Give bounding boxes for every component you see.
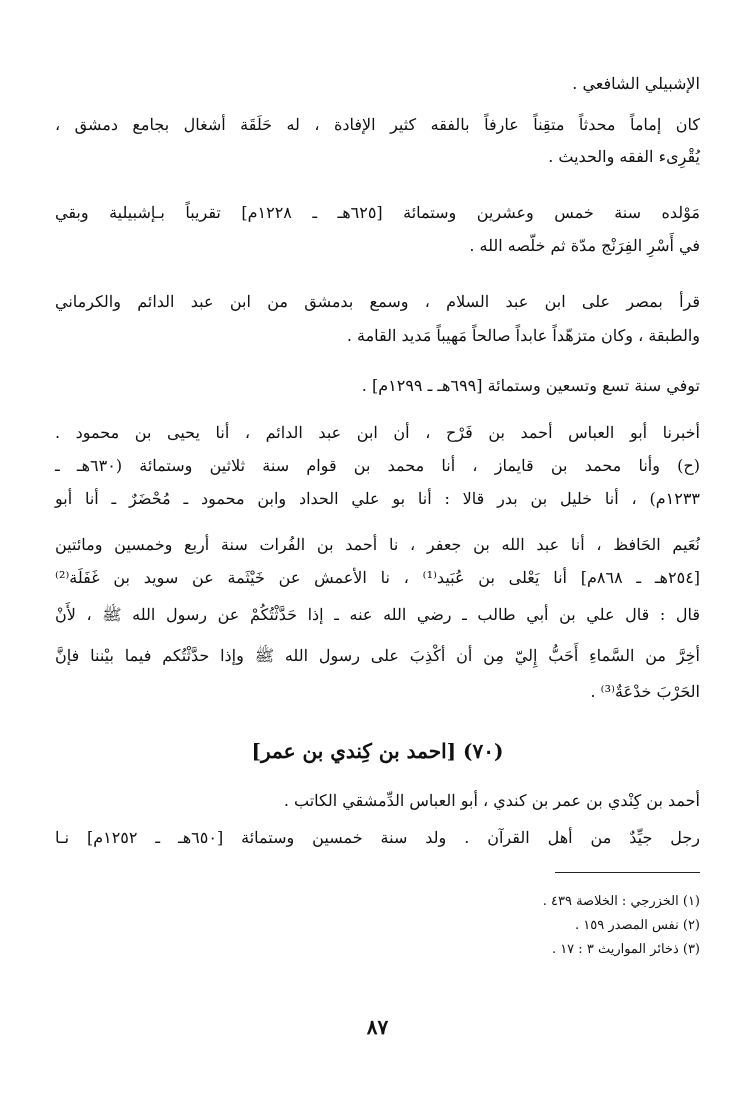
body-line-16: الحَرْبَ خدْعَةٌ⁽³⁾ . [590, 682, 700, 701]
body-line-6: قرأ بمصر على ابن عبد السلام ، وسمع بدمشق من ابن عبد الدائم والكرماني [55, 292, 700, 311]
footnote-divider [555, 872, 700, 873]
body-line-8: توفي سنة تسع وتسعين وستمائة [٦٩٩هـ ـ ١٢٩٩م] . [361, 376, 700, 395]
body-line-11: ١٢٣٣م) ، أنا خليل بن بدر قالا : أنا بو علي الحداد وابن محمود ـ مُحْضَرٌ ـ أنا أبو [55, 489, 701, 508]
body-line-2: كان إماماً محدثاً متقِناً عارفاً بالفقه كثير الإفادة ، له حَلَقَة أشغال بجامع دمشق ، [55, 115, 700, 134]
body-line-1: الإشبيلي الشافعي . [572, 74, 700, 93]
footnote-3: (٣) ذخائر المواريث ٣ : ١٧ . [551, 942, 700, 957]
footnote-1: (١) الخزرجي : الخلاصة ٤٣٩ . [542, 894, 700, 909]
body-line-10: (ح) وأنا محمد بن قايماز ، أنا محمد بن قوام سنة ثلاثين وستمائة (٦٣٠هـ ـ [55, 456, 700, 475]
body-line-12: نُعَيم الحَافظ ، أنا عبد الله بن جعفر ، نا أحمد بن الفُرات سنة أربع وخمسين ومائتين [55, 535, 700, 554]
page-number: ٨٧ [366, 1015, 389, 1039]
body-line-17: أحمد بن كِنْدي بن عمر بن كندي ، أبو العباس الدِّمشقي الكاتب . [283, 791, 700, 810]
body-line-7: والطبقة ، وكان متزهّداً عابداً صالحاً مَهيباً مَديد القامة . [346, 326, 700, 345]
body-line-15: أخِرَّ من السَّماءِ أَحَبُّ إِليّ مِن أن أكْذِبَ على رسول الله ﷺ وإذا حدَّثْتُكم فيما بيْننا فإنَّ [55, 646, 700, 665]
body-line-9: أخبرنا أبو العباس أحمد بن فَرْح ، أن ابن عبد الدائم ، أنا يحيى بن محمود . [55, 423, 700, 442]
body-line-3: يُقْرِىء الفقه والحديث . [548, 147, 700, 166]
footnote-2: (٢) نفس المصدر ١٥٩ . [575, 918, 700, 933]
body-line-13: [٢٥٤هـ ـ ٨٦٨م] أنا يَعْلى بن عُبَيد⁽¹⁾ ، نا الأعمش عن خَيْثَمة عن سويد بن غَفَلَة⁽²⁾ [55, 568, 701, 587]
body-line-4: مَوْلده سنة خمس وعشرين وستمائة [٦٢٥هـ ـ ١٢٢٨م] تقريباً بـإشبيلية وبقي [55, 203, 701, 222]
entry-heading: (٧٠) [احمد بن كِندي بن عمر] [251, 739, 504, 763]
body-line-18: رجل جيِّدٌ من أهل القرآن . ولد سنة خمسين وستمائة [٦٥٠هـ ـ ١٢٥٢م] نـا [55, 828, 701, 847]
body-line-14: قال : قال علي بن أبي طالب ـ رضي الله عنه ـ إذا حَدَّثْتُكُمْ عن رسول الله ﷺ ، لأَنْ [55, 605, 700, 624]
body-line-5: في أَسْرِ الفِرَنْج مدّة ثم خلّصه الله . [469, 236, 700, 255]
